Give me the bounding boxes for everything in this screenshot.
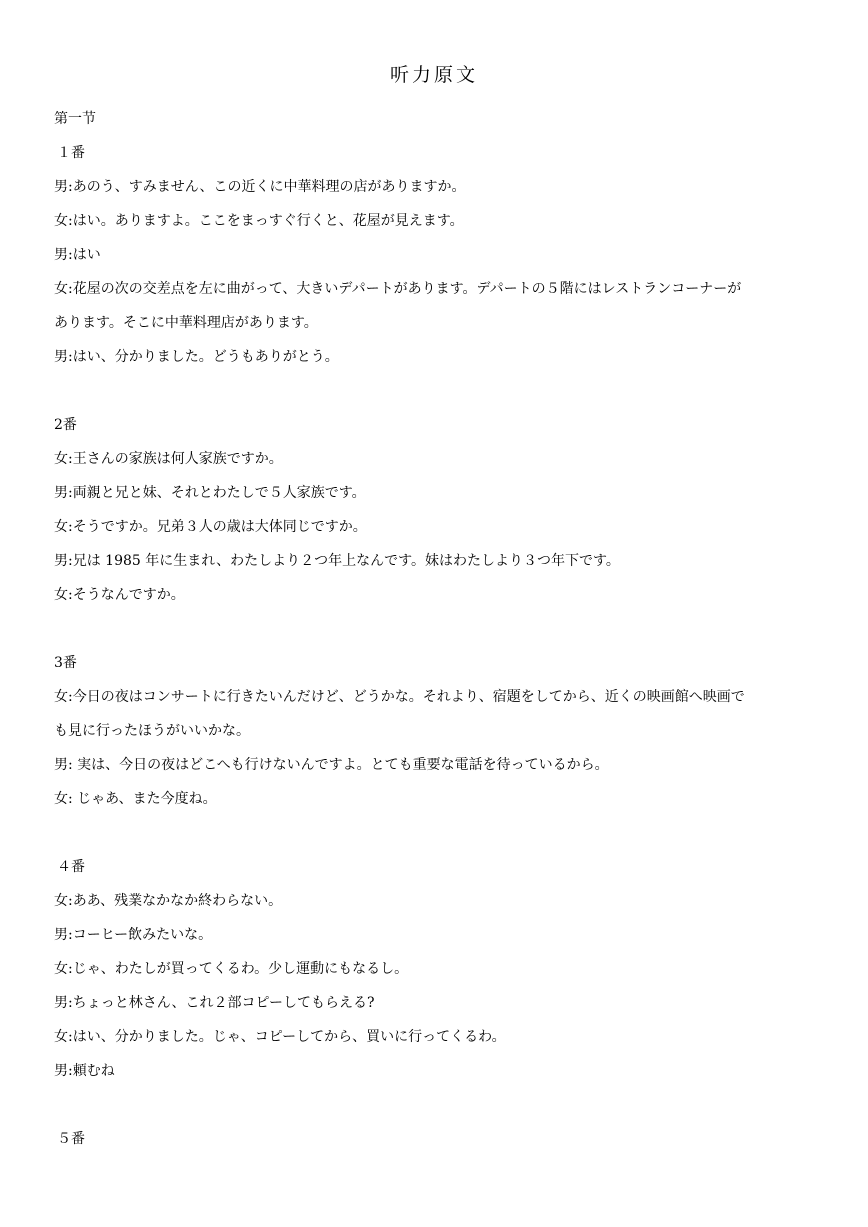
dialogue-line: 女:王さんの家族は何人家族ですか。 bbox=[54, 451, 283, 467]
dialogue-line: も見に行ったほうがいいかな。 bbox=[54, 723, 250, 739]
item-number: 3番 bbox=[54, 655, 77, 671]
dialogue-line: 女: じゃあ、また今度ね。 bbox=[54, 791, 217, 807]
dialogue-line: あります。そこに中華料理店があります。 bbox=[54, 315, 318, 331]
spacer bbox=[54, 1088, 816, 1122]
spacer bbox=[54, 374, 816, 408]
dialogue-line: 男:頼むね bbox=[54, 1063, 115, 1079]
item-number: ５番 bbox=[57, 1131, 85, 1147]
dialogue-line: 男:あのう、すみません、この近くに中華料理の店がありますか。 bbox=[54, 179, 466, 195]
dialogue-line: 男:コーヒー飲みたいな。 bbox=[54, 927, 213, 943]
dialogue-line: 男:ちょっと林さん、これ２部コピーしてもらえる? bbox=[54, 995, 375, 1011]
page-title: 听力原文 bbox=[389, 64, 478, 86]
dialogue-line: 女:そうなんですか。 bbox=[54, 587, 185, 603]
dialogue-line: 女:はい。ありますよ。ここをまっすぐ行くと、花屋が見えます。 bbox=[54, 213, 464, 229]
dialogue-line: 男:はい bbox=[54, 247, 101, 263]
document-body bbox=[54, 102, 816, 1156]
section-heading: 第一节 bbox=[54, 111, 96, 127]
dialogue-line: 男: 実は、今日の夜はどこへも行けないんですよ。とても重要な電話を待っているから。 bbox=[54, 757, 609, 773]
dialogue-line: 女:そうですか。兄弟３人の歳は大体同じですか。 bbox=[54, 519, 367, 535]
dialogue-line: 女:今日の夜はコンサートに行きたいんだけど、どうかな。それより、宿題をしてから、近くの映画館へ映画で bbox=[54, 689, 745, 705]
item-number: １番 bbox=[57, 145, 85, 161]
item-number: 2番 bbox=[54, 417, 77, 433]
spacer bbox=[54, 612, 816, 646]
dialogue-line: 女:はい、分かりました。じゃ、コピーしてから、買いに行ってくるわ。 bbox=[54, 1029, 506, 1045]
dialogue-line: 女:花屋の次の交差点を左に曲がって、大きいデパートがあります。デパートの５階にはレストランコーナーが bbox=[54, 281, 742, 297]
dialogue-line: 男:兄は 1985 年に生まれ、わたしより２つ年上なんです。妹はわたしより３つ年下です。 bbox=[54, 553, 620, 569]
dialogue-line: 男:はい、分かりました。どうもありがとう。 bbox=[54, 349, 339, 365]
item-number: ４番 bbox=[57, 859, 85, 875]
dialogue-line: 男:両親と兄と妹、それとわたしで５人家族です。 bbox=[54, 485, 366, 501]
spacer bbox=[54, 816, 816, 850]
dialogue-line: 女:ああ、残業なかなか終わらない。 bbox=[54, 893, 283, 909]
dialogue-line: 女:じゃ、わたしが買ってくるわ。少し運動にもなるし。 bbox=[54, 961, 409, 977]
